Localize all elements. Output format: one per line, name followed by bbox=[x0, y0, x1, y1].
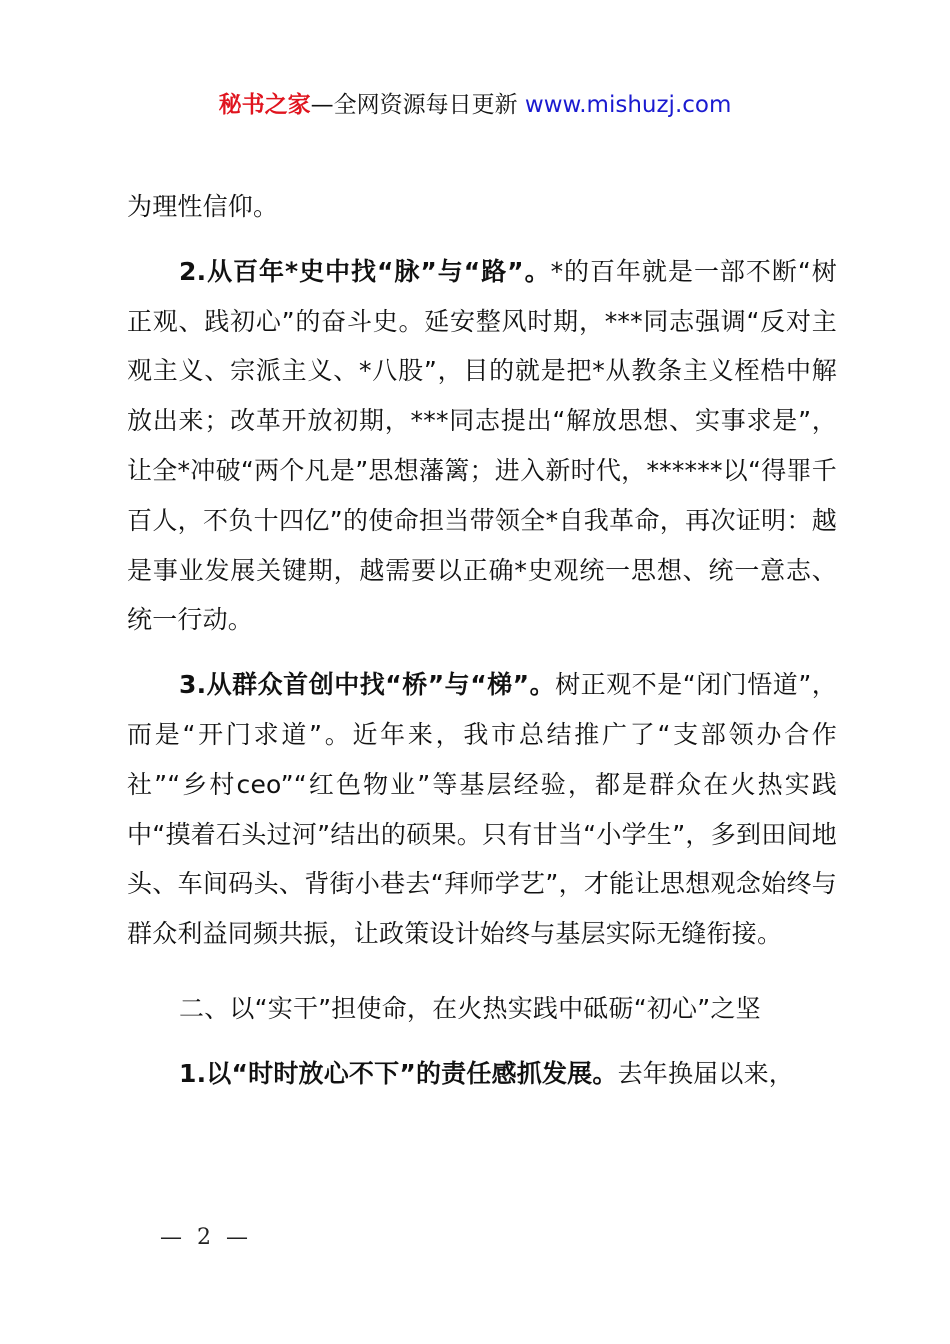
section-heading bbox=[127, 984, 837, 1034]
paragraph-heading: 1.以“时时放心不下”的责任感抓发展。 bbox=[179, 1058, 618, 1088]
document-body bbox=[127, 182, 837, 1099]
site-header bbox=[0, 88, 950, 122]
paragraph-text: *的百年就是一部不断“树正观、践初心”的奋斗史。延安整风时期，***同志强调“反对主观主义、宗派主义、*八股”，目的就是把*从教条主义桎梏中解放出来；改革开放初期，***同志提出“解放思想、实事求是”，让全*冲破“两个凡是”思想藩篱；进入新时代，******以“得罪千百人，不负十四亿”的使命担当带领全*自我革命，再次证明：越是事业发展关键期，越需要以正确*史观统一思想、统一意志、统一行动。 bbox=[127, 256, 837, 635]
paragraph-text: 去年换届以来， bbox=[617, 1058, 794, 1088]
paragraph-responsibility bbox=[127, 1049, 837, 1099]
header-tagline: 全网资源每日更新 bbox=[333, 92, 518, 118]
page-number: — 2 — bbox=[160, 1225, 252, 1250]
paragraph-text: 树正观不是“闭门悟道”，而是“开门求道”。近年来，我市总结推广了“支部领办合作社”“乡村ceo”“红色物业”等基层经验，都是群众在火热实践中“摸着石头过河”结出的硕果。只有甘当“小学生”，多到田间地头、车间码头、背街小巷去“拜师学艺”，才能让思想观念始终与群众利益同频共振，让政策设计始终与基层实际无缝衔接。 bbox=[127, 670, 837, 949]
paragraph-heading: 3.从群众首创中找“桥”与“梯”。 bbox=[179, 670, 556, 700]
paragraph-masses bbox=[127, 660, 837, 959]
section-heading-text: 二、以“实干”担使命，在火热实践中砥砺“初心”之坚 bbox=[179, 993, 761, 1023]
site-url-link[interactable]: www.mishuzj.com bbox=[524, 92, 732, 118]
brand-name: 秘书之家 bbox=[218, 92, 311, 118]
header-separator: — bbox=[310, 92, 334, 118]
paragraph-text: 为理性信仰。 bbox=[127, 192, 279, 221]
paragraph-continuation bbox=[127, 182, 837, 232]
paragraph-history bbox=[127, 247, 837, 645]
paragraph-heading: 2.从百年*史中找“脉”与“路”。 bbox=[179, 256, 551, 286]
